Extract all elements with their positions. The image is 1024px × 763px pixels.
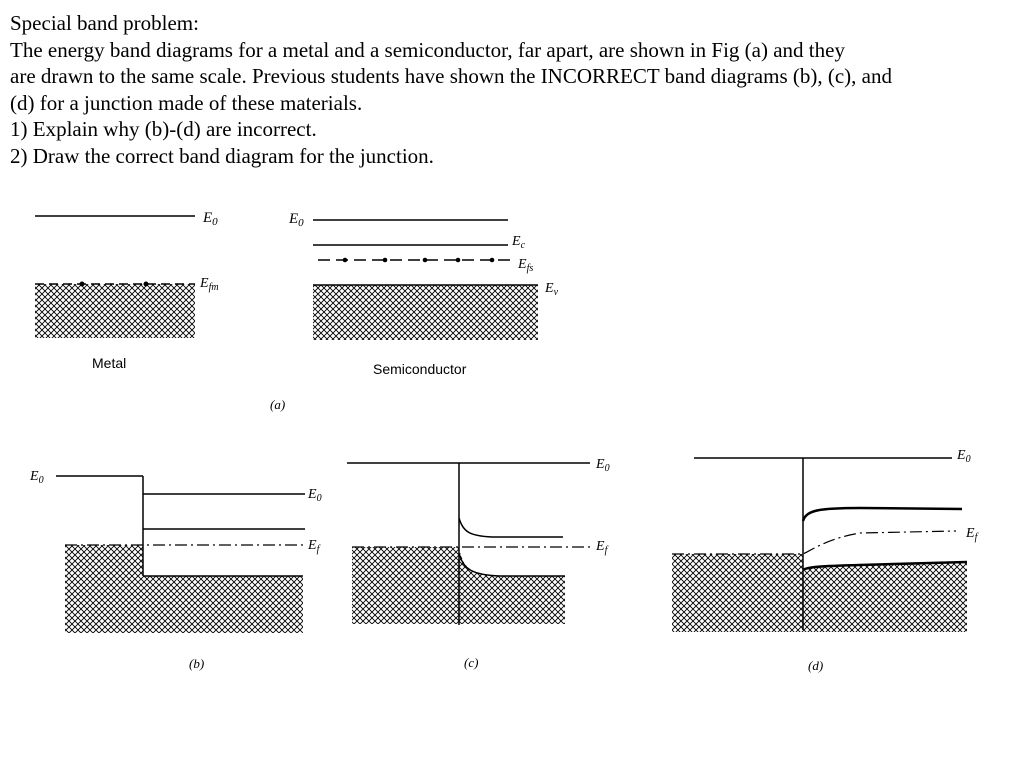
metal-filled-states bbox=[35, 284, 195, 338]
c-label-Ef: $E_f$ bbox=[596, 539, 608, 556]
semiconductor-band bbox=[288, 211, 559, 377]
c-semi-valence-band bbox=[459, 547, 565, 624]
panel-b bbox=[29, 469, 322, 671]
metal-label-E0: $E_0$ bbox=[203, 210, 218, 228]
caption-d: (d) bbox=[808, 658, 824, 673]
panel-a bbox=[35, 210, 559, 412]
semi-label-E0: $E_0$ bbox=[289, 211, 304, 229]
metal-fermi-dot bbox=[80, 282, 85, 287]
c-label-E0: $E_0$ bbox=[596, 457, 610, 474]
semi-fermi-dot bbox=[423, 258, 428, 263]
metal-fermi-dot bbox=[144, 282, 149, 287]
d-label-Ef: $E_f$ bbox=[966, 526, 978, 543]
problem-title: Special band problem: bbox=[10, 11, 199, 35]
b-label-Ef: $E_f$ bbox=[308, 538, 320, 555]
semi-fermi-dot bbox=[456, 258, 461, 263]
semi-fermi-dot bbox=[343, 258, 348, 263]
metal-label-Efm: $E_{fm}$ bbox=[200, 276, 219, 293]
c-valence-band-edge bbox=[459, 553, 565, 576]
semi-valence-band bbox=[313, 285, 538, 340]
problem-question-1: 1) Explain why (b)-(d) are incorrect. bbox=[10, 117, 317, 142]
problem-line-3: (d) for a junction made of these materials. bbox=[10, 90, 363, 115]
d-label-E0: $E_0$ bbox=[957, 448, 971, 465]
semi-label-Efs: $E_{fs}$ bbox=[518, 257, 534, 274]
semi-fermi-dot bbox=[490, 258, 495, 263]
caption-b: (b) bbox=[189, 656, 205, 671]
b-label-E0-left: $E_0$ bbox=[30, 469, 44, 486]
b-semi-valence-band bbox=[143, 576, 303, 633]
c-metal-filled-states bbox=[352, 547, 459, 624]
problem-line-2: are drawn to the same scale. Previous students have shown the INCORRECT band diagrams (b), (c), and bbox=[10, 64, 892, 89]
caption-a: (a) bbox=[270, 397, 286, 412]
metal-name: Metal bbox=[92, 355, 127, 371]
semi-name: Semiconductor bbox=[373, 361, 467, 377]
problem-line-1: The energy band diagrams for a metal and a semiconductor, far apart, are shown in Fig (a) and they bbox=[10, 37, 845, 62]
panel-d bbox=[672, 448, 979, 673]
d-fermi-level bbox=[672, 531, 956, 554]
semi-label-Ev: $E_v$ bbox=[545, 281, 559, 298]
semi-label-Ec: $E_c$ bbox=[512, 234, 526, 251]
d-semi-valence-band bbox=[803, 562, 967, 632]
d-conduction-band-bending bbox=[803, 508, 962, 521]
panel-c bbox=[347, 457, 610, 670]
c-conduction-band-bending bbox=[459, 518, 563, 537]
b-metal-filled-states bbox=[65, 545, 143, 633]
b-label-E0-right: $E_0$ bbox=[308, 487, 322, 504]
d-metal-filled-states bbox=[672, 554, 803, 632]
caption-c: (c) bbox=[464, 655, 479, 670]
metal-band bbox=[35, 210, 219, 371]
problem-question-2: 2) Draw the correct band diagram for the junction. bbox=[10, 143, 434, 168]
semi-fermi-dot bbox=[383, 258, 388, 263]
